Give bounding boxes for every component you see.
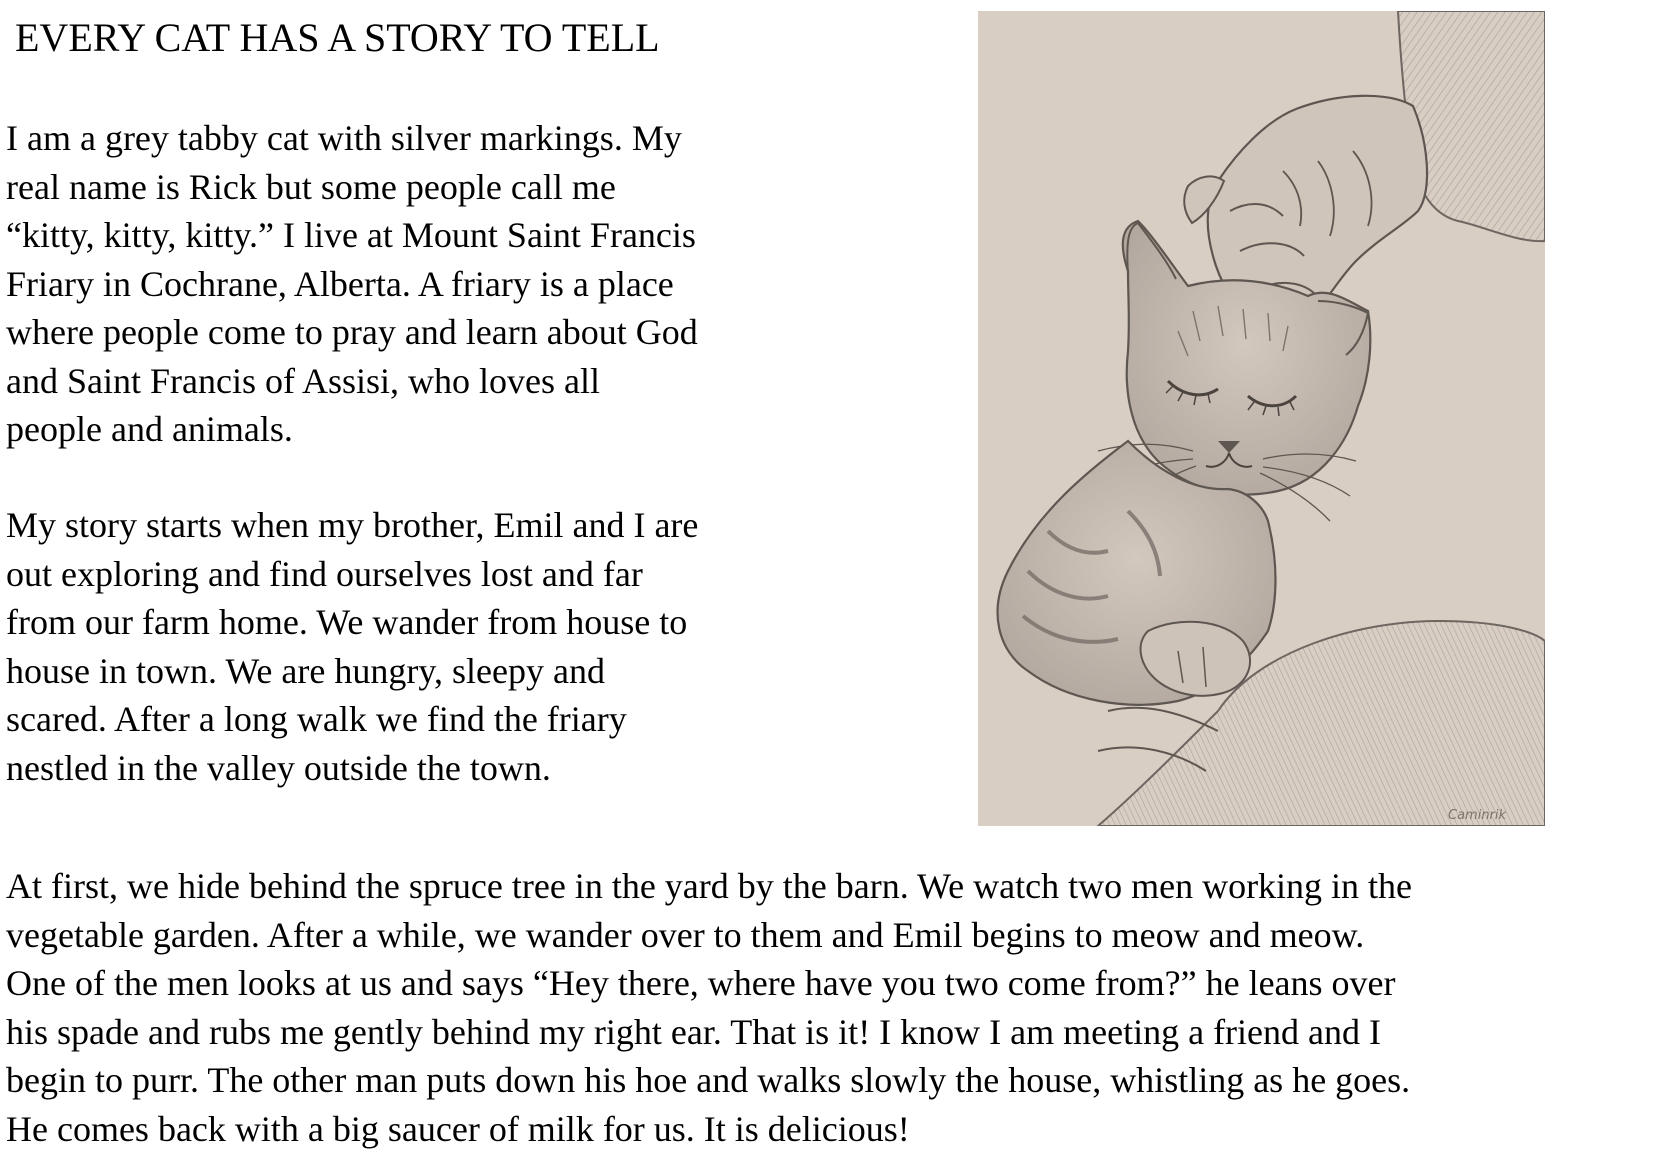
text-line: and Saint Francis of Assisi, who loves all: [6, 357, 886, 406]
text-line: My story starts when my brother, Emil and I are: [6, 501, 886, 550]
text-line: from our farm home. We wander from house to: [6, 598, 886, 647]
text-line: At first, we hide behind the spruce tree in the yard by the barn. We watch two men working in the: [6, 862, 1412, 911]
paragraph-intro: [6, 114, 886, 454]
paragraph-friary-arrival: [6, 862, 1412, 1153]
text-line: his spade and rubs me gently behind my right ear. That is it! I know I am meeting a friend and I: [6, 1008, 1412, 1057]
text-line: scared. After a long walk we find the friary: [6, 695, 886, 744]
text-line: out exploring and find ourselves lost and far: [6, 550, 886, 599]
text-line: house in town. We are hungry, sleepy and: [6, 647, 886, 696]
artist-signature: Caminrik: [1448, 808, 1507, 823]
paragraph-story-start: [6, 501, 886, 792]
text-line: where people come to pray and learn about God: [6, 308, 886, 357]
text-line: Friary in Cochrane, Alberta. A friary is a place: [6, 260, 886, 309]
text-line: vegetable garden. After a while, we wander over to them and Emil begins to meow and meow.: [6, 911, 1412, 960]
text-line: nestled in the valley outside the town.: [6, 744, 886, 793]
text-line: I am a grey tabby cat with silver markings. My: [6, 114, 886, 163]
text-line: One of the men looks at us and says “Hey there, where have you two come from?” he leans over: [6, 959, 1412, 1008]
document-title: EVERY CAT HAS A STORY TO TELL: [15, 10, 660, 66]
text-line: begin to purr. The other man puts down his hoe and walks slowly the house, whistling as he goes.: [6, 1056, 1412, 1105]
text-line: real name is Rick but some people call me: [6, 163, 886, 212]
text-line: people and animals.: [6, 405, 886, 454]
text-line: “kitty, kitty, kitty.” I live at Mount Saint Francis: [6, 211, 886, 260]
cat-illustration: [978, 11, 1545, 826]
text-line: He comes back with a big saucer of milk for us. It is delicious!: [6, 1105, 1412, 1153]
pencil-drawing-icon: [978, 11, 1545, 826]
